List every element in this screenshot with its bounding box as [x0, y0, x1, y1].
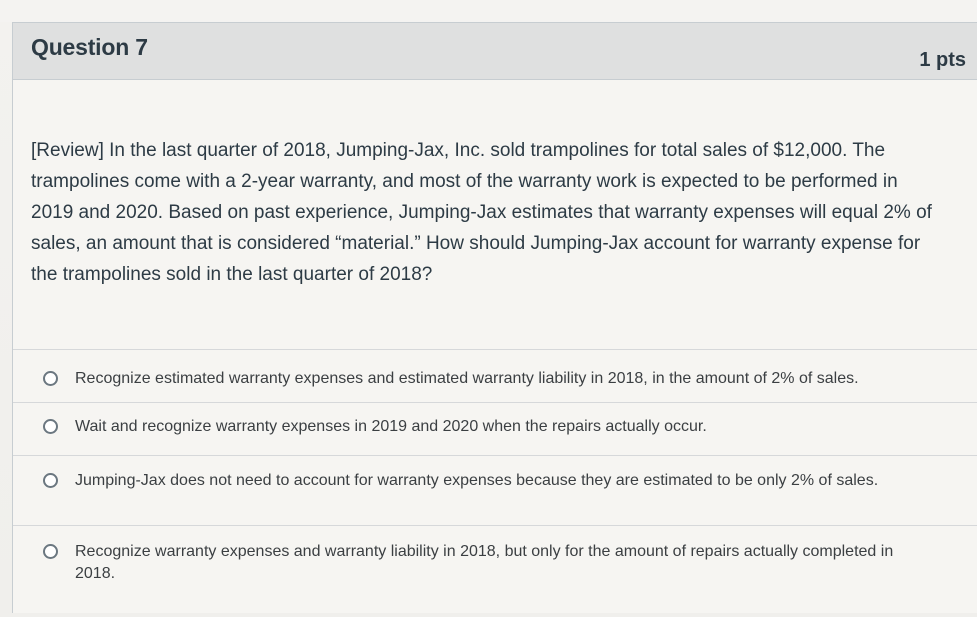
question-text: [Review] In the last quarter of 2018, Jumping-Jax, Inc. sold trampolines for total sales of $12,000. The trampolines come with a 2-year warranty, and most of the warranty work is expected to be performed in 2019 and 2020. Based on past experience, Jumping-Jax estimates that warranty expenses will equal 2% of sales, an amount that is considered “material.” How should Jumping-Jax account for warranty expense for the trampolines sold in the last quarter of 2018? — [31, 140, 932, 285]
answer-label[interactable]: Recognize estimated warranty expenses and estimated warranty liability in 2018, in the amount of 2% of sales. — [75, 370, 859, 387]
radio-button-icon[interactable] — [43, 473, 58, 488]
answer-option-3[interactable] — [13, 455, 977, 525]
radio-button-icon[interactable] — [43, 419, 58, 434]
answer-label[interactable]: Wait and recognize warranty expenses in 2019 and 2020 when the repairs actually occur. — [75, 418, 707, 435]
radio-button-icon[interactable] — [43, 544, 58, 559]
answer-option-4[interactable] — [13, 525, 977, 611]
question-title: Question 7 — [31, 34, 148, 60]
answer-option-2[interactable] — [13, 402, 977, 455]
question-card — [12, 22, 977, 613]
question-header — [13, 23, 977, 80]
top-strip — [0, 0, 977, 22]
radio-button-icon[interactable] — [43, 371, 58, 386]
answer-list — [13, 349, 977, 611]
answer-label[interactable]: Recognize warranty expenses and warranty liability in 2018, but only for the amount of repairs actually completed in 2018. — [75, 543, 894, 582]
question-points: 1 pts — [919, 49, 966, 71]
answer-label[interactable]: Jumping-Jax does not need to account for warranty expenses because they are estimated to be only 2% of sales. — [75, 472, 879, 489]
answer-option-1[interactable] — [13, 349, 977, 402]
